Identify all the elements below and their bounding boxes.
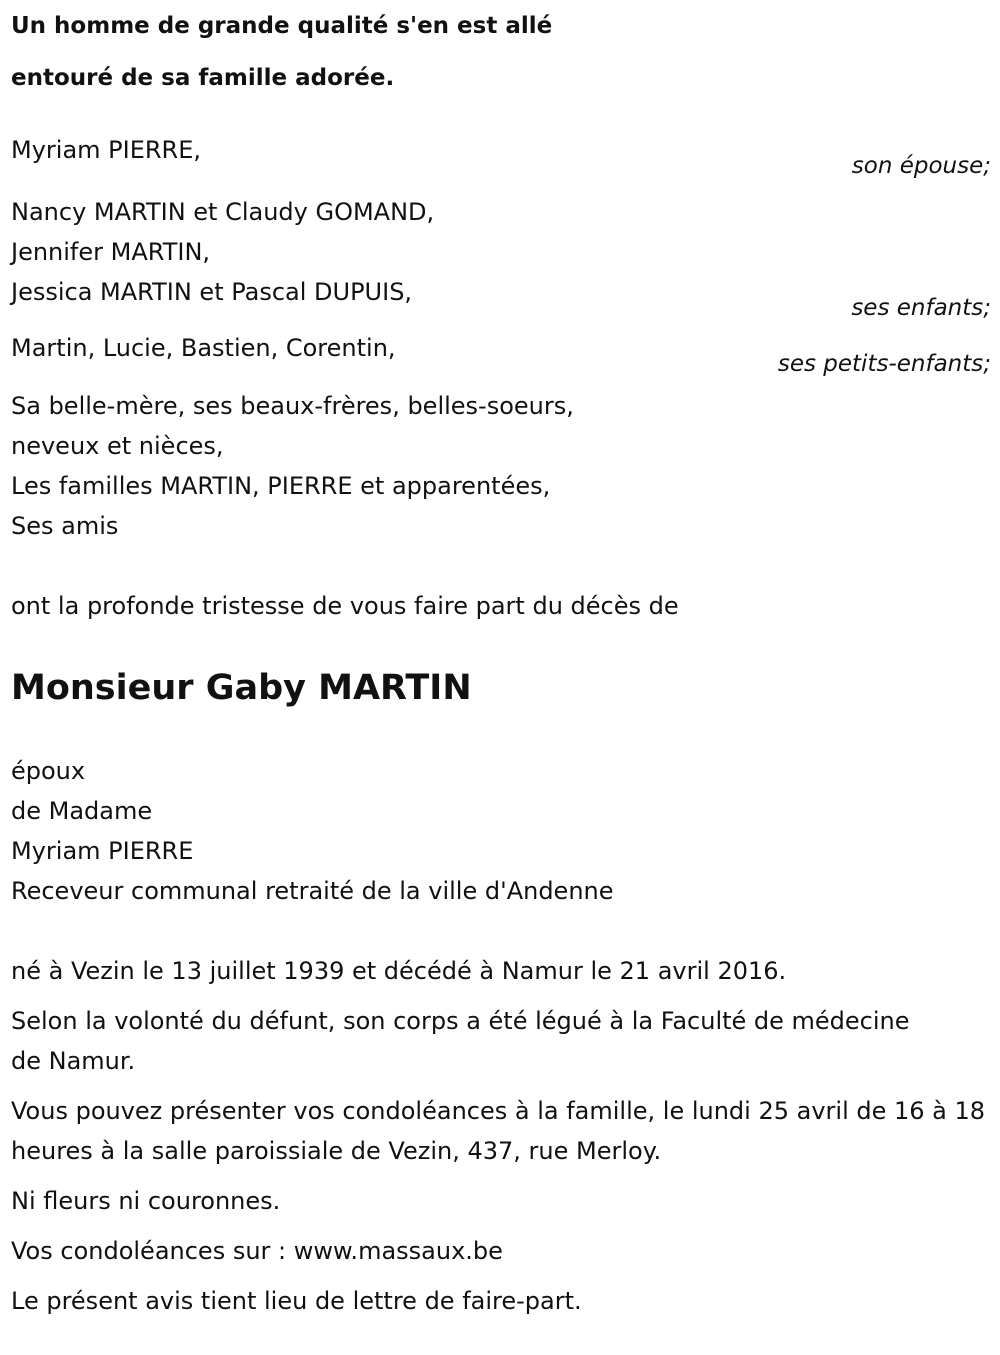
details-line-3: Myriam PIERRE xyxy=(11,837,194,865)
others-line-3: Les familles MARTIN, PIERRE et apparentées, xyxy=(11,472,551,500)
children-block xyxy=(11,192,991,322)
grandchildren-names: Martin, Lucie, Bastien, Corentin, xyxy=(11,334,396,362)
others-line-4: Ses amis xyxy=(11,512,119,540)
obituary-notice xyxy=(11,0,991,1321)
deceased-name: Monsieur Gaby MARTIN xyxy=(11,668,472,708)
details-line-2: de Madame xyxy=(11,797,153,825)
online-condolences-text: Vos condoléances sur : www.massaux.be xyxy=(11,1237,503,1265)
spouse-block xyxy=(11,130,991,180)
condolences-visit-text: Vous pouvez présenter vos condoléances à la famille, le lundi 25 avril de 16 à 18 heures à la salle paroissiale de Vezin, 437, rue Merloy. xyxy=(11,1097,986,1165)
body-donation-text: Selon la volonté du défunt, son corps a été légué à la Faculté de médecine de Namur. xyxy=(11,1007,910,1075)
intro-line-1: Un homme de grande qualité s'en est allé xyxy=(11,13,553,39)
grandchildren-role: ses petits-enfants; xyxy=(777,351,991,377)
grandchildren-block xyxy=(11,328,991,378)
others-line-1: Sa belle-mère, ses beaux-frères, belles-soeurs, xyxy=(11,392,574,420)
details-line-1: époux xyxy=(11,757,86,785)
others-block xyxy=(11,386,991,546)
child-line-2: Jennifer MARTIN, xyxy=(11,238,211,266)
spouse-name: Myriam PIERRE, xyxy=(11,136,202,164)
child-line-3: Jessica MARTIN et Pascal DUPUIS, xyxy=(11,278,413,306)
closing-text: Le présent avis tient lieu de lettre de faire-part. xyxy=(11,1287,582,1315)
announcement-text: ont la profonde tristesse de vous faire part du décès de xyxy=(11,592,679,620)
intro-line-2: entouré de sa famille adorée. xyxy=(11,65,395,91)
details-block xyxy=(11,751,991,911)
others-line-2: neveux et nièces, xyxy=(11,432,224,460)
spouse-role: son épouse; xyxy=(851,153,991,179)
child-line-1: Nancy MARTIN et Claudy GOMAND, xyxy=(11,198,435,226)
details-line-4: Receveur communal retraité de la ville d'Andenne xyxy=(11,877,614,905)
children-role: ses enfants; xyxy=(851,295,991,321)
no-flowers-text: Ni fleurs ni couronnes. xyxy=(11,1187,281,1215)
birth-death-text: né à Vezin le 13 juillet 1939 et décédé à Namur le 21 avril 2016. xyxy=(11,957,787,985)
intro-text xyxy=(11,0,991,104)
